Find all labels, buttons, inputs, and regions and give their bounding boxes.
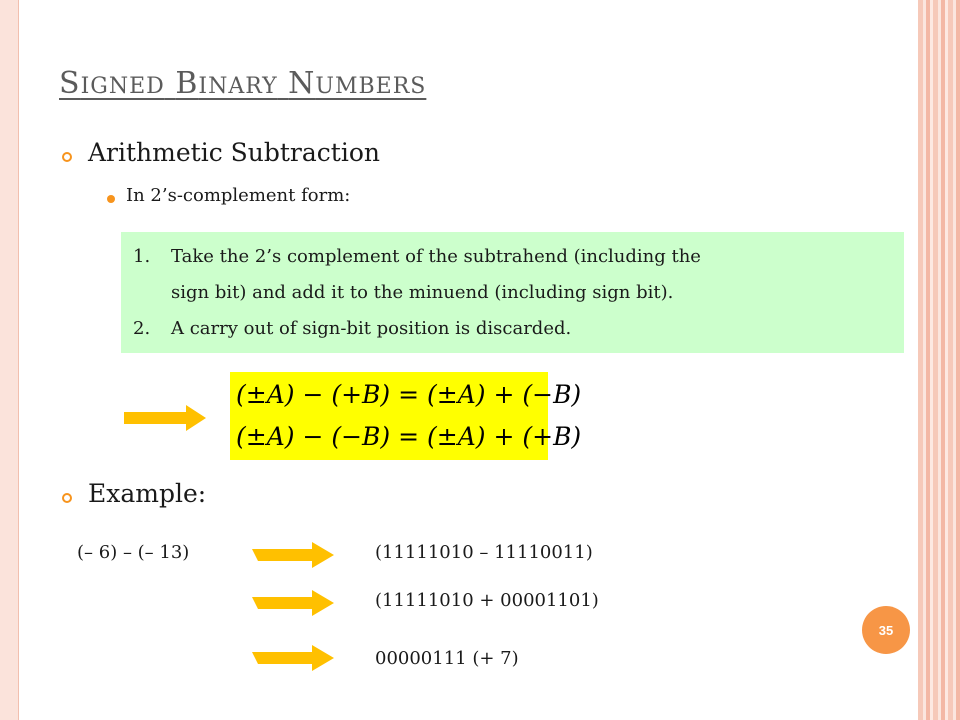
formula-arrow-shape [124,405,206,431]
formula-line-1: (±A) − (+B) = (±A) + (−B) [236,380,582,409]
example-arrow-3-shape [252,645,334,671]
title-word-2-rest: INARY [198,74,278,99]
example-result-3: 00000111 (+ 7) [375,648,519,669]
bullet-example: Example: [88,479,207,508]
step-1-number: 1. [133,246,151,267]
title-word-3-cap: N [288,66,316,101]
page-number-badge: 35 [862,606,910,654]
step-2-line-1: A carry out of sign-bit position is discarded. [171,318,572,339]
bullet-ring-icon [62,152,72,162]
left-decorative-border [0,0,19,720]
formula-line-2: (±A) − (−B) = (±A) + (+B) [236,422,582,451]
sub-bullet-dot-icon [107,195,115,203]
step-2-number: 2. [133,318,151,339]
slide-title [59,66,426,101]
example-arrow-1-shape [252,542,334,568]
bullet-ring-icon [62,493,72,503]
steps-box [121,232,904,353]
example-expression: (– 6) – (– 13) [77,542,190,563]
title-word-1-rest: IGNED [80,74,165,99]
bullet-arithmetic-subtraction: Arithmetic Subtraction [88,138,380,167]
title-word-2-cap: B [175,66,199,101]
right-decorative-border [918,0,960,720]
title-word-3-rest: UMBERS [315,74,427,99]
example-arrow-2-shape [252,590,334,616]
formula-box [230,372,582,460]
step-1-line-2: sign bit) and add it to the minuend (including sign bit). [171,282,674,303]
sub-bullet-2s-complement: In 2’s-complement form: [126,185,351,206]
example-result-2: (11111010 + 00001101) [375,590,599,611]
example-result-1: (11111010 – 11110011) [375,542,593,563]
formula-arrow-icon [124,405,206,431]
title-word-1-cap: S [59,66,81,101]
example-arrow-2-icon [250,590,334,616]
step-1-line-1: Take the 2’s complement of the subtrahend (including the [171,246,701,267]
example-arrow-1-icon [250,542,334,568]
example-arrow-3-icon [250,645,334,671]
